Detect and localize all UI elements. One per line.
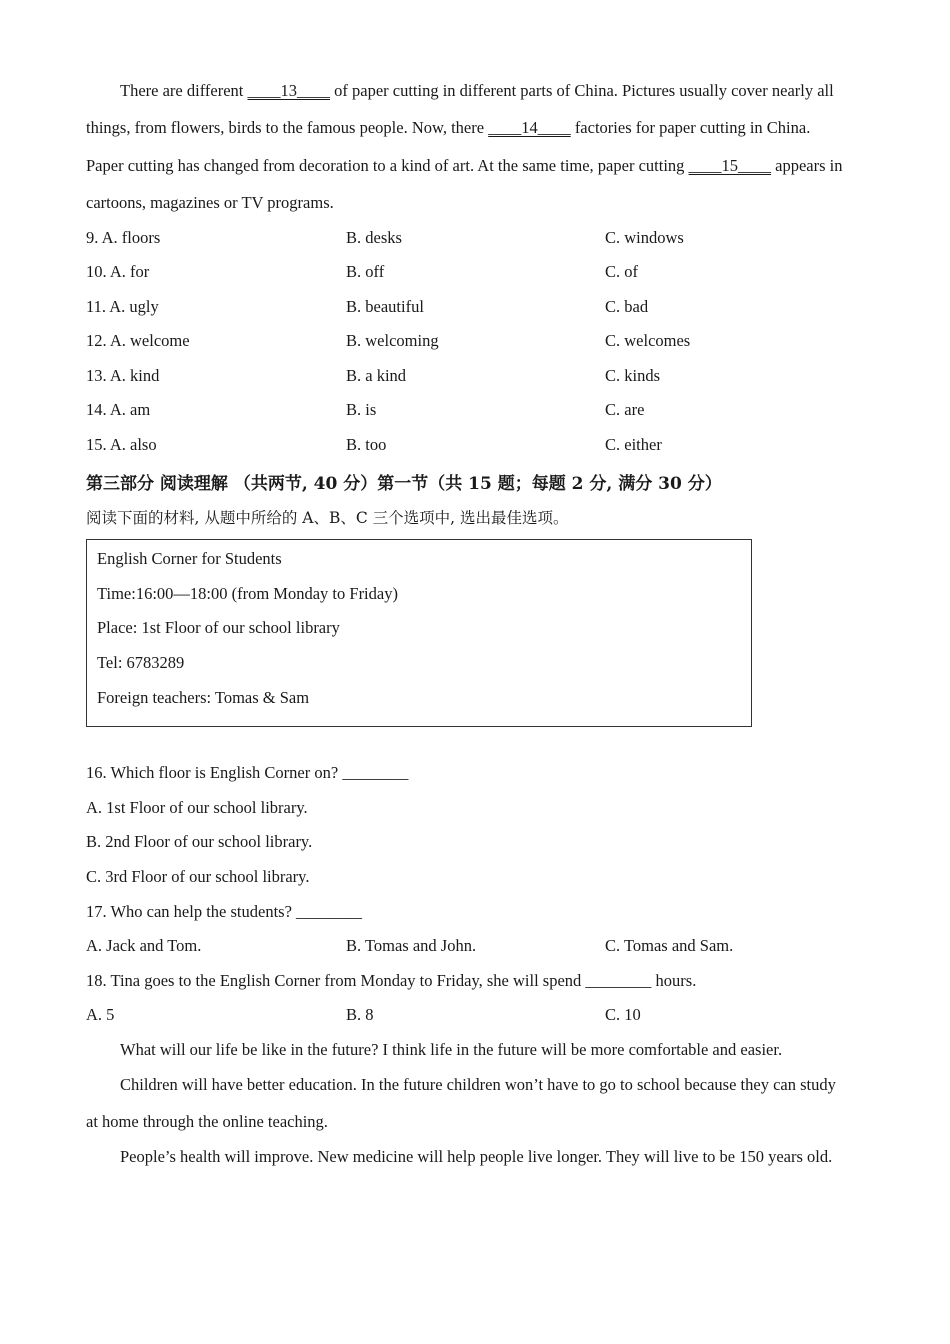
- option-a: 12. A. welcome: [86, 331, 190, 350]
- option-row-14: [86, 400, 866, 422]
- blank-13: ____13____: [247, 81, 330, 100]
- notice-teachers: Foreign teachers: Tomas & Sam: [97, 688, 310, 707]
- q17-option-c: C. Tomas and Sam.: [605, 936, 734, 955]
- option-c: C. bad: [605, 297, 649, 316]
- option-row-11: [86, 297, 866, 319]
- option-c: C. either: [605, 435, 662, 454]
- q17-options: [86, 936, 866, 958]
- section-instruction: 阅读下面的材料, 从题中所给的 A、B、C 三个选项中, 选出最佳选项。: [86, 509, 569, 527]
- passage-line-1: [120, 81, 834, 101]
- passage-line-3: [86, 156, 843, 176]
- q18-option-c: C. 10: [605, 1005, 641, 1024]
- option-c: C. windows: [605, 228, 684, 247]
- option-c: C. of: [605, 262, 638, 281]
- option-b: B. off: [346, 262, 385, 281]
- option-row-13: [86, 366, 866, 388]
- option-a: 15. A. also: [86, 435, 157, 454]
- q18-option-a: A. 5: [86, 1005, 115, 1024]
- option-row-12: [86, 331, 866, 353]
- passage2-paragraph-2-line-2: at home through the online teaching.: [86, 1112, 328, 1131]
- option-row-10: [86, 262, 866, 284]
- option-b: B. beautiful: [346, 297, 424, 316]
- blank-14: ____14____: [488, 118, 571, 137]
- q16-option-a: A. 1st Floor of our school library.: [86, 798, 308, 817]
- passage2-paragraph-3: People’s health will improve. New medicine will help people live longer. They will live to be 150 years old.: [120, 1147, 833, 1166]
- option-a: 9. A. floors: [86, 228, 161, 247]
- text: things, from flowers, birds to the famous people. Now, there: [86, 118, 489, 137]
- notice-place: Place: 1st Floor of our school library: [97, 618, 340, 637]
- question-18: 18. Tina goes to the English Corner from Monday to Friday, she will spend ________ hours.: [86, 971, 697, 990]
- option-row-9: [86, 228, 866, 250]
- passage-line-4: cartoons, magazines or TV programs.: [86, 193, 334, 212]
- q17-option-a: A. Jack and Tom.: [86, 936, 202, 955]
- option-a: 10. A. for: [86, 262, 150, 281]
- q16-option-b: B. 2nd Floor of our school library.: [86, 832, 313, 851]
- text: appears in: [771, 156, 843, 175]
- question-16: 16. Which floor is English Corner on? ________: [86, 763, 409, 782]
- english-corner-notice: [86, 539, 752, 727]
- q18-options: [86, 1005, 866, 1027]
- text: factories for paper cutting in China.: [570, 118, 811, 137]
- option-b: B. welcoming: [346, 331, 439, 350]
- q18-option-b: B. 8: [346, 1005, 374, 1024]
- option-b: B. desks: [346, 228, 402, 247]
- text: Paper cutting has changed from decoration to a kind of art. At the same time, paper cutting: [86, 156, 689, 175]
- option-b: B. too: [346, 435, 387, 454]
- passage2-paragraph-2-line-1: Children will have better education. In the future children won’t have to go to school because they can study: [120, 1075, 836, 1094]
- option-c: C. kinds: [605, 366, 661, 385]
- passage-line-2: [86, 118, 810, 138]
- option-c: C. welcomes: [605, 331, 691, 350]
- option-b: B. is: [346, 400, 377, 419]
- option-b: B. a kind: [346, 366, 407, 385]
- notice-tel: Tel: 6783289: [97, 653, 185, 672]
- option-a: 11. A. ugly: [86, 297, 159, 316]
- question-17: 17. Who can help the students? ________: [86, 902, 363, 921]
- option-c: C. are: [605, 400, 645, 419]
- passage2-paragraph-1: What will our life be like in the future? I think life in the future will be more comfortable and easier.: [120, 1040, 783, 1059]
- text: of paper cutting in different parts of China. Pictures usually cover nearly all: [330, 81, 834, 100]
- notice-time: Time:16:00—18:00 (from Monday to Friday): [97, 584, 398, 603]
- notice-title: English Corner for Students: [97, 549, 282, 568]
- text: There are different: [120, 81, 248, 100]
- blank-15: ____15____: [688, 156, 772, 175]
- option-a: 14. A. am: [86, 400, 151, 419]
- q16-option-c: C. 3rd Floor of our school library.: [86, 867, 310, 886]
- option-a: 13. A. kind: [86, 366, 160, 385]
- section-heading: 第三部分 阅读理解 （共两节, 40 分）第一节（共 15 题；每题 2 分, 满分 30 分）: [86, 474, 722, 494]
- option-row-15: [86, 435, 866, 457]
- q17-option-b: B. Tomas and John.: [346, 936, 477, 955]
